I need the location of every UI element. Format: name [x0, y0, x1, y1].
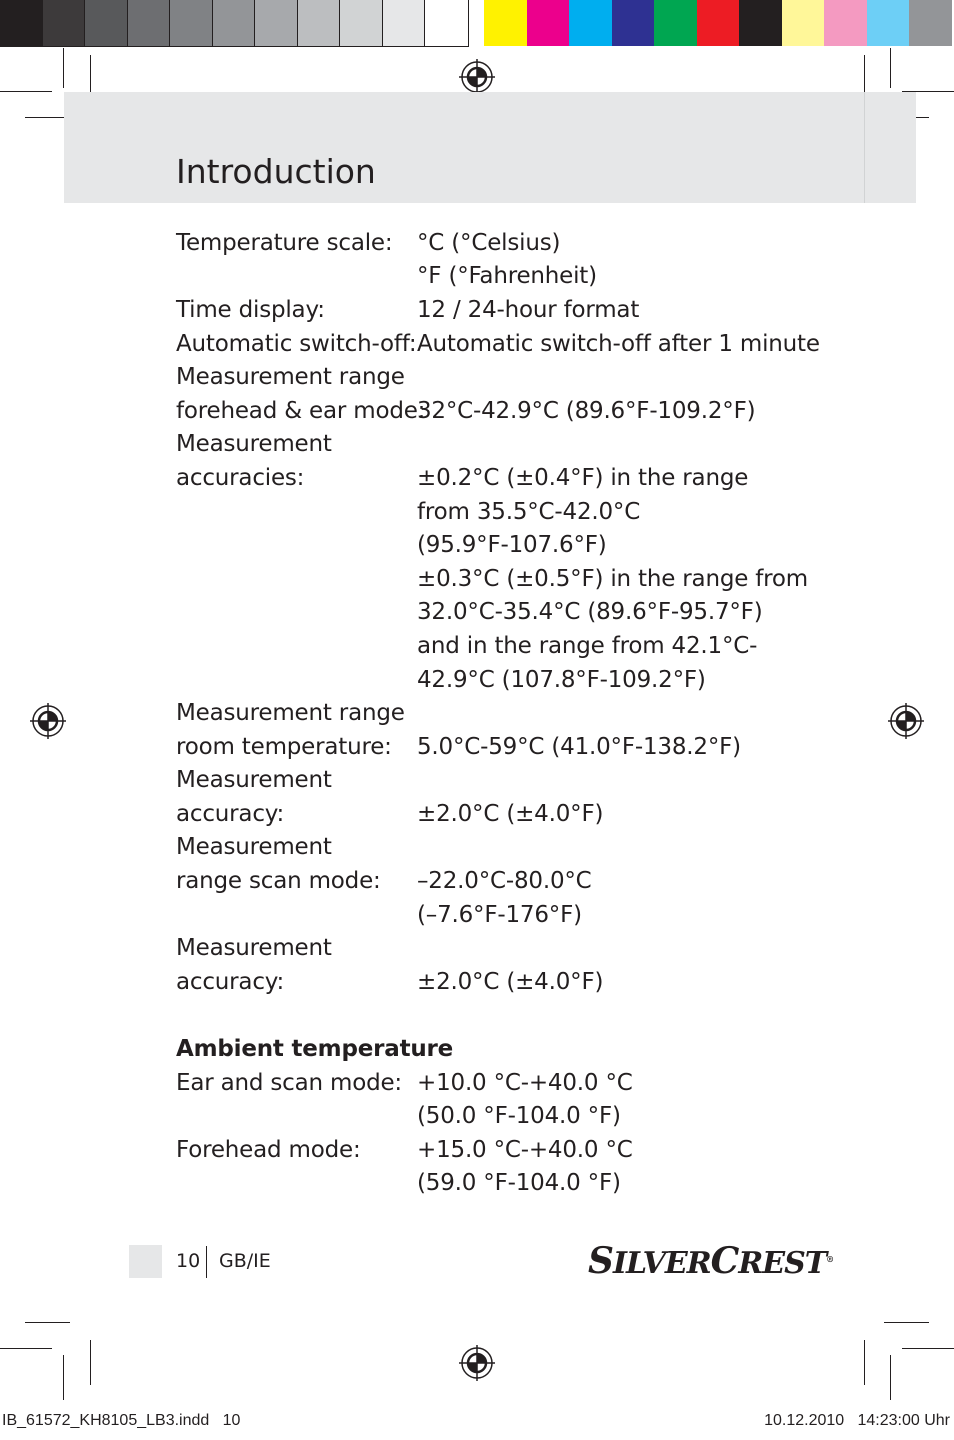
spec-row — [176, 663, 816, 697]
ambient-value: (50.0 °F-104.0 °F) — [417, 1103, 621, 1130]
page-tab-marker — [129, 1245, 162, 1278]
specification-list — [176, 226, 820, 1200]
color-swatch — [697, 0, 740, 46]
gray-swatch — [255, 0, 298, 46]
crop-mark — [864, 1340, 865, 1385]
spec-row — [176, 864, 816, 898]
spec-label: Time display: — [176, 296, 325, 323]
logo-text-ilver: ILVER — [613, 1246, 711, 1281]
gray-swatch — [43, 0, 86, 46]
ambient-row — [176, 1066, 816, 1100]
logo-text-rest: REST — [738, 1246, 827, 1281]
spec-value: 5.0°C-59°C (41.0°F-138.2°F) — [417, 733, 741, 760]
gray-swatch — [298, 0, 341, 46]
spec-label: Measurement — [176, 834, 332, 861]
spec-row — [176, 965, 816, 999]
spec-row — [176, 696, 816, 730]
spec-row — [176, 764, 816, 798]
spec-label: forehead & ear mode: — [176, 397, 426, 424]
spec-label: room temperature: — [176, 733, 392, 760]
color-swatch — [739, 0, 782, 46]
spec-value: 42.9°C (107.8°F-109.2°F) — [417, 666, 706, 693]
crop-mark — [890, 48, 891, 88]
spec-row — [176, 797, 816, 831]
logo-letter-s: S — [588, 1240, 613, 1282]
registered-mark: ® — [826, 1254, 834, 1264]
spec-label: accuracy: — [176, 968, 285, 995]
gray-swatch — [0, 0, 43, 46]
spec-label: Measurement range — [176, 700, 405, 727]
crop-mark — [90, 1340, 91, 1385]
ambient-value: (59.0 °F-104.0 °F) — [417, 1170, 621, 1197]
page-number: 10 — [176, 1250, 201, 1272]
spec-row — [176, 226, 816, 260]
color-swatch — [909, 0, 952, 46]
spec-row — [176, 528, 816, 562]
crop-mark — [884, 1322, 929, 1323]
spec-value: 32°C-42.9°C (89.6°F-109.2°F) — [417, 397, 756, 424]
spec-value: (95.9°F-107.6°F) — [417, 532, 607, 559]
silvercrest-logo — [588, 1240, 833, 1282]
page-title: Introduction — [176, 152, 376, 191]
gray-swatch — [213, 0, 256, 46]
ambient-row — [176, 1167, 816, 1201]
ambient-value: +10.0 °C-+40.0 °C — [417, 1069, 633, 1096]
spec-value: ±2.0°C (±4.0°F) — [417, 800, 604, 827]
spec-label: accuracies: — [176, 464, 305, 491]
section-spacer — [176, 999, 816, 1033]
ambient-label: Forehead mode: — [176, 1136, 361, 1163]
spec-row — [176, 898, 816, 932]
registration-mark-icon — [30, 703, 66, 739]
color-swatch — [824, 0, 867, 46]
spec-label: Measurement — [176, 431, 332, 458]
print-slug-file: IB_61572_KH8105_LB3.indd 10 — [2, 1412, 241, 1429]
spec-value: (–7.6°F-176°F) — [417, 901, 582, 928]
spec-label: Measurement — [176, 935, 332, 962]
spec-row — [176, 260, 816, 294]
crop-mark — [890, 1355, 891, 1400]
gray-swatch — [383, 0, 426, 46]
spec-row — [176, 327, 820, 361]
spec-value: 12 / 24-hour format — [417, 296, 640, 323]
footer-divider — [206, 1246, 207, 1278]
spec-label: Automatic switch-off: — [176, 330, 417, 357]
ambient-label: Ear and scan mode: — [176, 1069, 402, 1096]
color-swatch — [527, 0, 570, 46]
spec-label: Temperature scale: — [176, 229, 393, 256]
spec-row — [176, 495, 816, 529]
spec-row — [176, 629, 816, 663]
spec-value: 32.0°C-35.4°C (89.6°F-95.7°F) — [417, 599, 763, 626]
crop-mark — [0, 91, 52, 92]
spec-row — [176, 293, 816, 327]
crop-mark — [25, 1322, 70, 1323]
ambient-value: +15.0 °C-+40.0 °C — [417, 1136, 633, 1163]
language-code: GB/IE — [219, 1250, 271, 1272]
spec-label: range scan mode: — [176, 868, 381, 895]
registration-mark-icon — [459, 1345, 495, 1381]
registration-mark-icon — [888, 703, 924, 739]
color-swatch — [612, 0, 655, 46]
crop-mark — [0, 1348, 52, 1349]
spec-value: ±0.2°C (±0.4°F) in the range — [417, 464, 749, 491]
spec-label: Measurement range — [176, 364, 405, 391]
gray-swatch — [425, 0, 468, 46]
color-swatch — [782, 0, 825, 46]
spec-value: Automatic switch-off after 1 minute — [417, 330, 820, 357]
spec-value: ±0.3°C (±0.5°F) in the range from — [417, 565, 809, 592]
gray-swatch — [340, 0, 383, 46]
spec-row — [176, 394, 816, 428]
spec-label: Measurement — [176, 767, 332, 794]
ambient-row — [176, 1099, 816, 1133]
color-swatch — [654, 0, 697, 46]
ambient-row — [176, 1133, 816, 1167]
spec-value: ±2.0°C (±4.0°F) — [417, 968, 604, 995]
crop-mark — [63, 48, 64, 88]
logo-letter-c: C — [710, 1240, 739, 1282]
spec-value: and in the range from 42.1°C- — [417, 632, 758, 659]
crop-mark — [902, 1348, 954, 1349]
print-slug-timestamp: 10.12.2010 14:23:00 Uhr — [764, 1412, 950, 1429]
color-calibration-bar — [0, 0, 954, 46]
registration-mark-icon — [459, 59, 495, 95]
spec-row — [176, 730, 816, 764]
header-band-divider — [864, 92, 865, 203]
ambient-temperature-heading: Ambient temperature — [176, 1036, 454, 1063]
spec-row — [176, 562, 816, 596]
color-swatch — [867, 0, 910, 46]
spec-row — [176, 428, 816, 462]
crop-mark — [63, 1355, 64, 1400]
spec-row — [176, 360, 816, 394]
spec-row — [176, 596, 816, 630]
spec-value: –22.0°C-80.0°C — [417, 868, 592, 895]
spec-row — [176, 931, 816, 965]
gray-swatch — [128, 0, 171, 46]
spec-value: °F (°Fahrenheit) — [417, 263, 597, 290]
color-swatch — [569, 0, 612, 46]
spec-value: from 35.5°C-42.0°C — [417, 498, 641, 525]
color-swatch — [484, 0, 527, 46]
spec-row — [176, 831, 816, 865]
gray-swatch — [85, 0, 128, 46]
spec-row — [176, 461, 816, 495]
gray-swatch — [170, 0, 213, 46]
spec-value: °C (°Celsius) — [417, 229, 561, 256]
spec-label: accuracy: — [176, 800, 285, 827]
